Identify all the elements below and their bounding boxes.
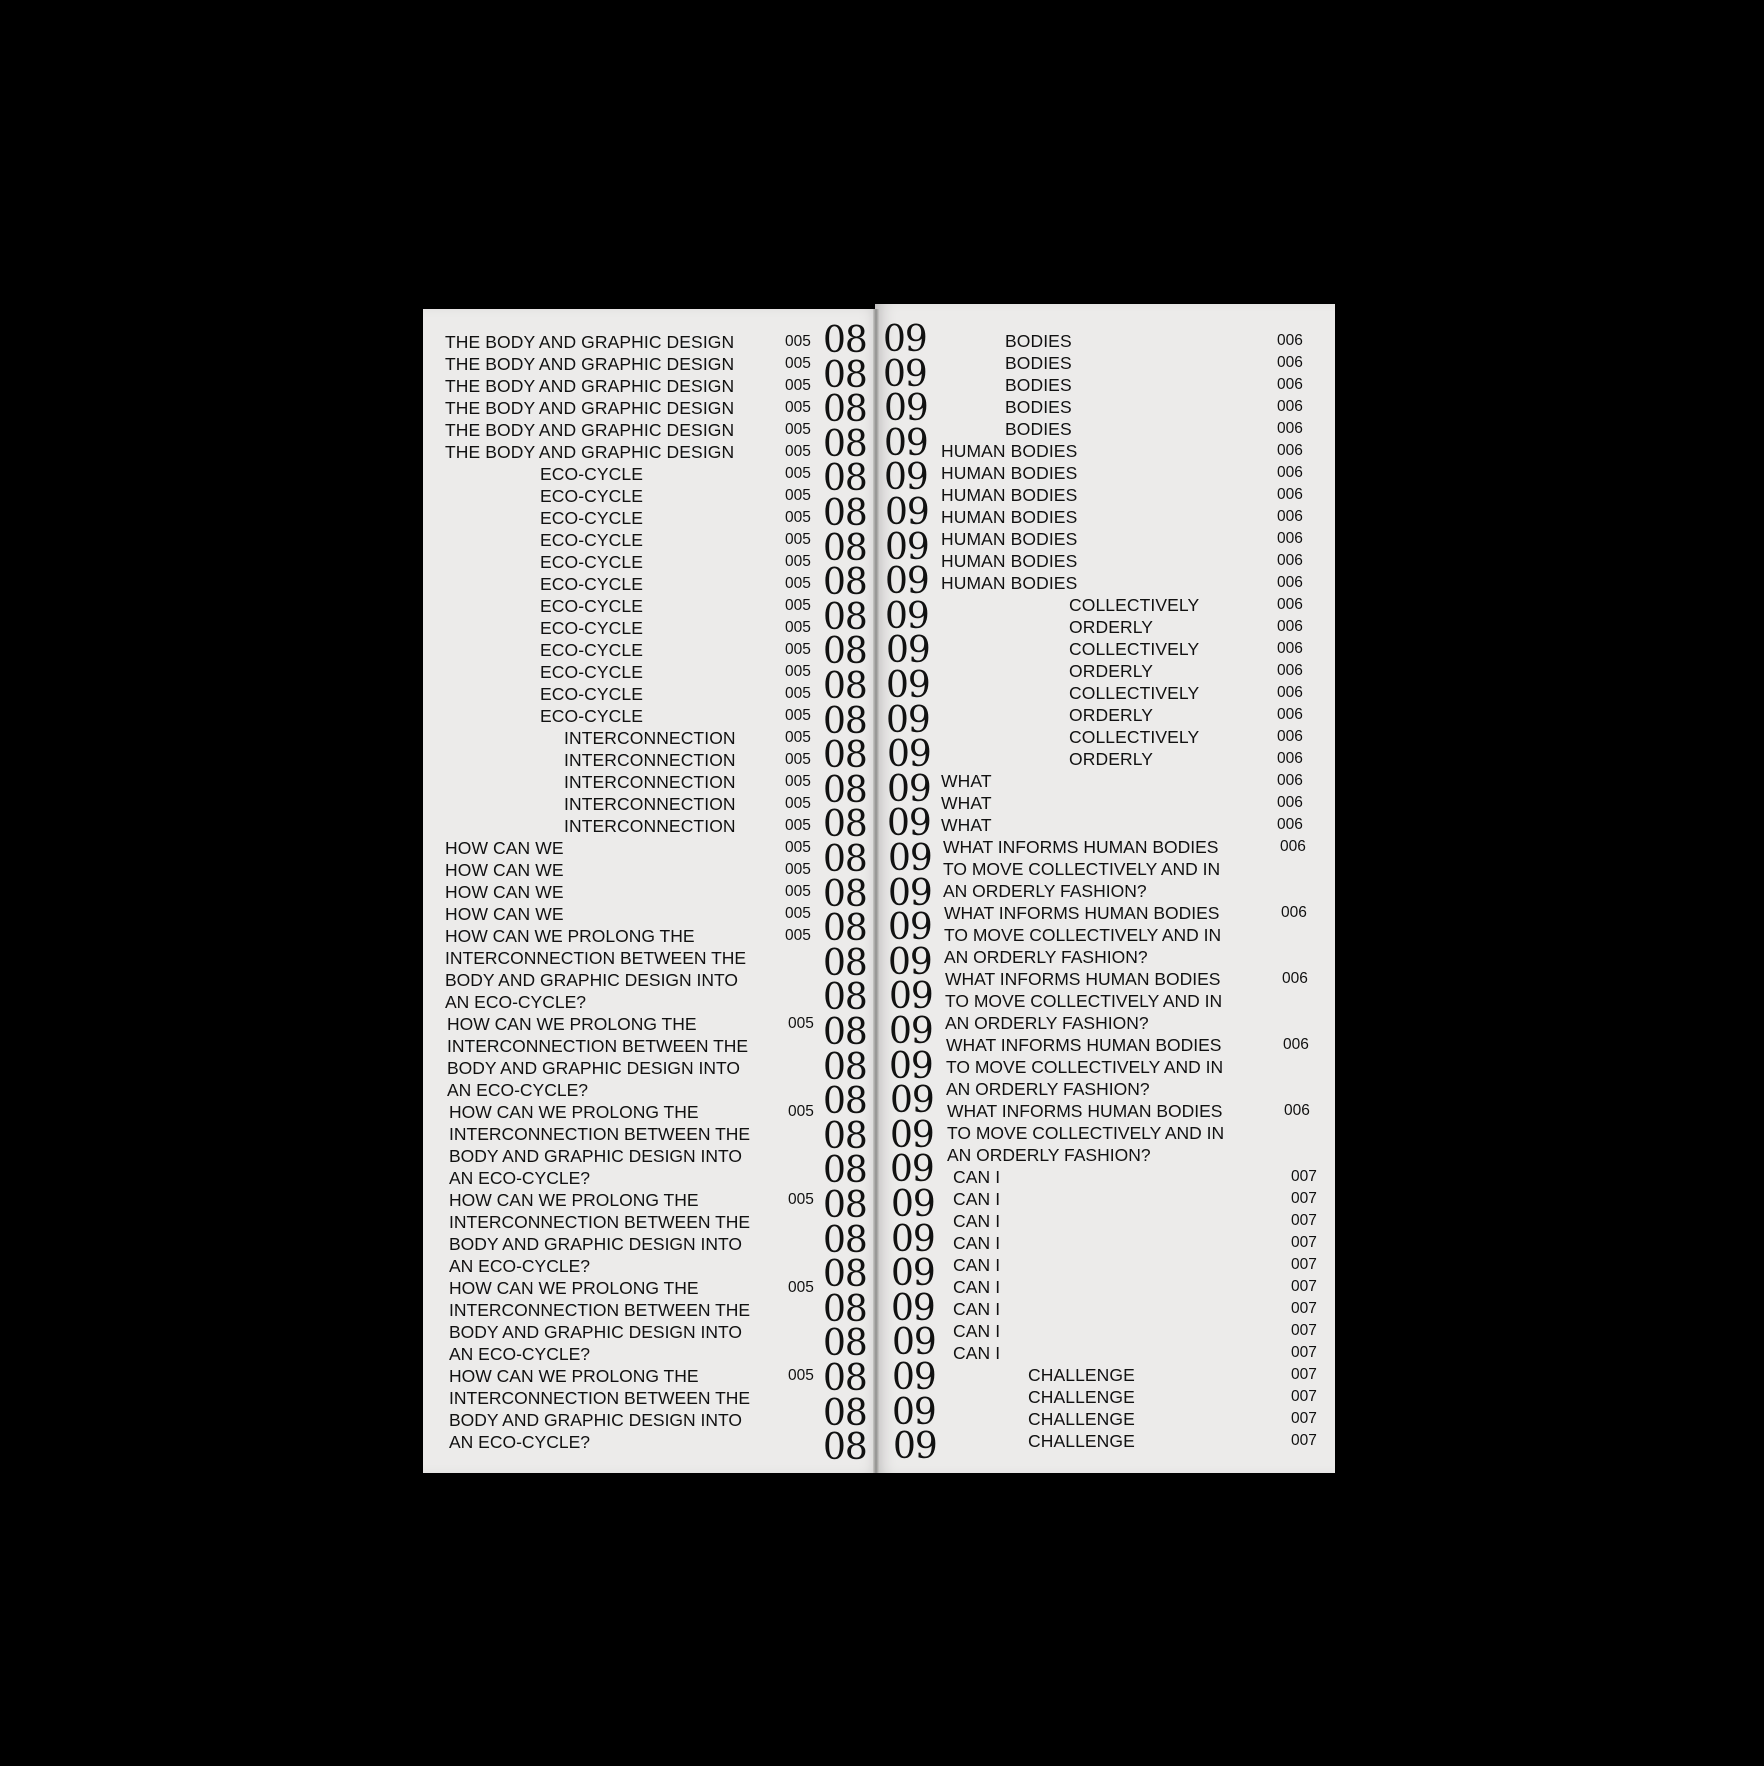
- page-ref: 005: [788, 1191, 814, 1208]
- question-line: BODY AND GRAPHIC DESIGN INTO: [445, 970, 739, 990]
- toc-entry: ECO-CYCLE: [540, 552, 644, 572]
- question-line: INTERCONNECTION BETWEEN THE: [449, 1300, 751, 1320]
- page-ref: 005: [785, 509, 811, 526]
- question-paragraph: [449, 1189, 750, 1277]
- question-paragraph: [944, 902, 1221, 968]
- folio-number: 09: [887, 803, 931, 845]
- folio-number: 09: [890, 1080, 934, 1122]
- folio-number: 08: [823, 1358, 867, 1399]
- toc-entry: ECO-CYCLE: [540, 618, 644, 638]
- folio-number: 08: [823, 1392, 867, 1434]
- page-ref: 005: [785, 795, 811, 812]
- folio-number: 08: [823, 839, 867, 880]
- page-ref: 005: [785, 707, 811, 724]
- page-ref: 006: [1277, 596, 1303, 613]
- folio-number: 08: [823, 1288, 867, 1330]
- page-ref: 005: [785, 443, 811, 460]
- folio-number: 09: [891, 1253, 935, 1295]
- question-line: AN ORDERLY FASHION?: [944, 947, 1148, 967]
- folio-number: 09: [890, 1114, 934, 1156]
- page-ref: 006: [1277, 662, 1303, 679]
- toc-entry: THE BODY AND GRAPHIC DESIGN: [445, 420, 735, 440]
- question-line: HOW CAN WE PROLONG THE: [449, 1278, 699, 1298]
- page-ref: 005: [785, 839, 811, 856]
- folio-number: 09: [884, 422, 928, 464]
- folio-number: 08: [823, 1185, 867, 1226]
- toc-entry: CAN I: [953, 1211, 1001, 1231]
- toc-entry: CAN I: [953, 1255, 1001, 1275]
- question-paragraph: [943, 836, 1220, 902]
- folio-number: 09: [892, 1357, 936, 1398]
- folio-number: 09: [884, 388, 928, 430]
- toc-entry: CAN I: [953, 1299, 1001, 1319]
- folio-number: 09: [885, 492, 929, 533]
- page-ref: 005: [785, 487, 811, 504]
- page-ref: 005: [785, 641, 811, 658]
- toc-entry: HOW CAN WE: [445, 904, 564, 924]
- toc-entry: ECO-CYCLE: [540, 530, 644, 550]
- page-ref: 007: [1291, 1344, 1317, 1361]
- toc-entry: HUMAN BODIES: [941, 463, 1078, 483]
- folio-number: 08: [823, 1046, 867, 1088]
- page-ref: 005: [785, 905, 811, 922]
- page-ref: 005: [788, 1279, 814, 1296]
- toc-entry: CHALLENGE: [1028, 1409, 1135, 1429]
- folio-number: 08: [823, 458, 867, 500]
- question-line: WHAT INFORMS HUMAN BODIES: [944, 903, 1220, 923]
- question-line: HOW CAN WE PROLONG THE: [449, 1102, 699, 1122]
- question-line: AN ORDERLY FASHION?: [945, 1013, 1149, 1033]
- toc-entry: ORDERLY: [1069, 705, 1154, 725]
- question-line: AN ORDERLY FASHION?: [946, 1079, 1150, 1099]
- toc-entry: HUMAN BODIES: [941, 441, 1078, 461]
- question-line: INTERCONNECTION BETWEEN THE: [447, 1036, 749, 1056]
- page-ref: 006: [1277, 376, 1303, 393]
- question-line: TO MOVE COLLECTIVELY AND IN: [944, 925, 1222, 945]
- toc-entry: ORDERLY: [1069, 617, 1154, 637]
- folio-number: 08: [823, 493, 867, 534]
- toc-entry: COLLECTIVELY: [1069, 683, 1200, 703]
- page-ref: 005: [785, 927, 811, 944]
- page-ref: 006: [1277, 640, 1303, 657]
- page-ref: 005: [785, 333, 811, 350]
- question-line: WHAT INFORMS HUMAN BODIES: [945, 969, 1221, 989]
- page-ref: 006: [1277, 398, 1303, 415]
- toc-entry: HUMAN BODIES: [941, 485, 1078, 505]
- question-line: INTERCONNECTION BETWEEN THE: [449, 1212, 751, 1232]
- page-ref: 006: [1282, 970, 1308, 987]
- page-ref: 005: [785, 553, 811, 570]
- folio-number: 09: [888, 941, 932, 983]
- question-line: BODY AND GRAPHIC DESIGN INTO: [449, 1322, 743, 1342]
- page-ref: 005: [785, 685, 811, 702]
- folio-number: 08: [823, 942, 867, 984]
- question-paragraph: [449, 1365, 750, 1453]
- page-ref: 005: [785, 465, 811, 482]
- toc-entry: BODIES: [1005, 419, 1072, 439]
- toc-entry: CAN I: [953, 1189, 1001, 1209]
- folio-number: 09: [889, 1045, 933, 1087]
- page-ref: 005: [785, 751, 811, 768]
- toc-entry: CHALLENGE: [1028, 1431, 1135, 1451]
- page-ref: 007: [1291, 1278, 1317, 1295]
- toc-entry: BODIES: [1005, 375, 1072, 395]
- question-line: AN ECO-CYCLE?: [445, 992, 587, 1012]
- folio-number: 08: [823, 666, 867, 707]
- toc-entry: ECO-CYCLE: [540, 662, 644, 682]
- page-ref: 005: [785, 597, 811, 614]
- page-ref: 006: [1283, 1036, 1309, 1053]
- toc-entry: ECO-CYCLE: [540, 574, 644, 594]
- question-line: HOW CAN WE PROLONG THE: [449, 1190, 699, 1210]
- toc-entry: CAN I: [953, 1167, 1001, 1187]
- folio-number: 08: [823, 1254, 867, 1296]
- page-ref: 007: [1291, 1300, 1317, 1317]
- folio-number: 09: [886, 665, 930, 706]
- folio-number: 08: [823, 631, 867, 673]
- folio-number: 08: [823, 804, 867, 846]
- question-line: BODY AND GRAPHIC DESIGN INTO: [447, 1058, 741, 1078]
- toc-entry: COLLECTIVELY: [1069, 595, 1200, 615]
- question-paragraph: [945, 968, 1222, 1034]
- page-ref: 005: [785, 861, 811, 878]
- folio-number: 09: [890, 1149, 934, 1191]
- folio-number: 09: [891, 1218, 935, 1260]
- toc-entry: CAN I: [953, 1233, 1001, 1253]
- page-ref: 006: [1280, 838, 1306, 855]
- page-ref: 006: [1277, 354, 1303, 371]
- folio-number: 08: [823, 769, 867, 811]
- toc-entry: CHALLENGE: [1028, 1387, 1135, 1407]
- toc-entry: INTERCONNECTION: [564, 728, 736, 748]
- toc-entry: HUMAN BODIES: [941, 529, 1078, 549]
- page-ref: 005: [785, 531, 811, 548]
- page-ref: 007: [1291, 1410, 1317, 1427]
- toc-entry: THE BODY AND GRAPHIC DESIGN: [445, 442, 735, 462]
- question-line: INTERCONNECTION BETWEEN THE: [445, 948, 747, 968]
- question-line: AN ECO-CYCLE?: [449, 1432, 591, 1452]
- toc-entry: HUMAN BODIES: [941, 551, 1078, 571]
- toc-entry: CAN I: [953, 1343, 1001, 1363]
- toc-entry: ECO-CYCLE: [540, 508, 644, 528]
- page-ref: 006: [1277, 750, 1303, 767]
- page-ref: 007: [1291, 1234, 1317, 1251]
- page-ref: 005: [785, 619, 811, 636]
- page-ref: 006: [1277, 508, 1303, 525]
- toc-entry: HOW CAN WE: [445, 838, 564, 858]
- folio-number: 08: [823, 908, 867, 950]
- folio-number: 09: [891, 1184, 935, 1225]
- page-ref: 007: [1291, 1366, 1317, 1383]
- toc-entry: ECO-CYCLE: [540, 596, 644, 616]
- toc-entry: THE BODY AND GRAPHIC DESIGN: [445, 398, 735, 418]
- toc-entry: INTERCONNECTION: [564, 750, 736, 770]
- folio-number: 08: [823, 1081, 867, 1123]
- question-paragraph: [447, 1013, 748, 1101]
- folio-number: 08: [823, 1012, 867, 1053]
- toc-entry: ECO-CYCLE: [540, 684, 644, 704]
- folio-number: 09: [886, 630, 930, 672]
- folio-number: 09: [885, 595, 929, 637]
- question-line: BODY AND GRAPHIC DESIGN INTO: [449, 1410, 743, 1430]
- toc-entry: THE BODY AND GRAPHIC DESIGN: [445, 354, 735, 374]
- page-ref: 006: [1277, 618, 1303, 635]
- folio-number: 09: [888, 838, 932, 879]
- folio-number: 09: [885, 526, 929, 568]
- page-ref: 007: [1291, 1168, 1317, 1185]
- page-ref: 005: [785, 817, 811, 834]
- page-ref: 005: [785, 773, 811, 790]
- question-line: WHAT INFORMS HUMAN BODIES: [946, 1035, 1222, 1055]
- folio-number: 09: [883, 353, 927, 395]
- page-ref: 007: [1291, 1256, 1317, 1273]
- toc-entry: HOW CAN WE: [445, 882, 564, 902]
- folio-number: 09: [889, 1011, 933, 1052]
- folio-number: 09: [887, 768, 931, 810]
- page-ref: 006: [1277, 486, 1303, 503]
- folio-number: 08: [823, 389, 867, 431]
- question-line: TO MOVE COLLECTIVELY AND IN: [946, 1057, 1224, 1077]
- folio-number: 08: [823, 735, 867, 777]
- folio-number: 09: [888, 872, 932, 914]
- question-line: AN ECO-CYCLE?: [449, 1344, 591, 1364]
- folio-number: 08: [823, 1427, 867, 1469]
- toc-entry: THE BODY AND GRAPHIC DESIGN: [445, 332, 735, 352]
- folio-number: 08: [823, 1115, 867, 1157]
- folio-number: 09: [884, 457, 928, 499]
- left-page: [423, 309, 883, 1473]
- right-page: [875, 304, 1335, 1473]
- toc-entry: ORDERLY: [1069, 749, 1154, 769]
- question-line: INTERCONNECTION BETWEEN THE: [449, 1388, 751, 1408]
- toc-entry: BODIES: [1005, 397, 1072, 417]
- folio-number: 08: [823, 700, 867, 742]
- question-line: HOW CAN WE PROLONG THE: [447, 1014, 697, 1034]
- folio-number: 09: [883, 319, 927, 360]
- question-line: BODY AND GRAPHIC DESIGN INTO: [449, 1146, 743, 1166]
- page-ref: 006: [1277, 706, 1303, 723]
- toc-entry: BODIES: [1005, 353, 1072, 373]
- page-ref: 005: [785, 575, 811, 592]
- folio-number: 09: [885, 561, 929, 603]
- folio-number: 09: [887, 734, 931, 776]
- toc-entry: ECO-CYCLE: [540, 464, 644, 484]
- page-ref: 006: [1277, 332, 1303, 349]
- toc-entry: ECO-CYCLE: [540, 706, 644, 726]
- page-ref: 006: [1277, 816, 1303, 833]
- question-line: HOW CAN WE PROLONG THE: [445, 926, 695, 946]
- question-paragraph: [445, 925, 746, 1013]
- page-ref: 006: [1277, 420, 1303, 437]
- question-paragraph: [947, 1100, 1224, 1166]
- toc-entry: INTERCONNECTION: [564, 772, 736, 792]
- toc-entry: HUMAN BODIES: [941, 507, 1078, 527]
- page-ref: 006: [1277, 794, 1303, 811]
- folio-number: 08: [823, 527, 867, 569]
- page-ref: 006: [1277, 442, 1303, 459]
- question-line: INTERCONNECTION BETWEEN THE: [449, 1124, 751, 1144]
- page-ref: 007: [1291, 1322, 1317, 1339]
- toc-entry: COLLECTIVELY: [1069, 727, 1200, 747]
- question-line: TO MOVE COLLECTIVELY AND IN: [943, 859, 1221, 879]
- page-ref: 005: [785, 355, 811, 372]
- folio-number: 09: [892, 1391, 936, 1433]
- page-ref: 005: [788, 1103, 814, 1120]
- question-line: AN ORDERLY FASHION?: [943, 881, 1147, 901]
- toc-entry: CAN I: [953, 1321, 1001, 1341]
- toc-entry: HOW CAN WE: [445, 860, 564, 880]
- question-line: AN ECO-CYCLE?: [447, 1080, 589, 1100]
- folio-number: 09: [889, 976, 933, 1018]
- folio-number: 08: [823, 1150, 867, 1192]
- folio-number: 08: [823, 423, 867, 465]
- folio-number: 09: [886, 699, 930, 741]
- folio-number: 09: [888, 907, 932, 949]
- page-ref: 007: [1291, 1190, 1317, 1207]
- question-line: HOW CAN WE PROLONG THE: [449, 1366, 699, 1386]
- toc-entry: INTERCONNECTION: [564, 816, 736, 836]
- toc-entry: CHALLENGE: [1028, 1365, 1135, 1385]
- folio-number: 08: [823, 354, 867, 396]
- page-ref: 006: [1277, 552, 1303, 569]
- question-line: BODY AND GRAPHIC DESIGN INTO: [449, 1234, 743, 1254]
- page-ref: 006: [1277, 684, 1303, 701]
- right-page-text: [875, 304, 1335, 1473]
- page-ref: 005: [785, 729, 811, 746]
- page-ref: 007: [1291, 1212, 1317, 1229]
- toc-entry: ECO-CYCLE: [540, 640, 644, 660]
- question-line: WHAT INFORMS HUMAN BODIES: [943, 837, 1219, 857]
- page-ref: 006: [1284, 1102, 1310, 1119]
- page-ref: 005: [788, 1015, 814, 1032]
- toc-entry: ECO-CYCLE: [540, 486, 644, 506]
- page-ref: 005: [788, 1367, 814, 1384]
- question-paragraph: [449, 1277, 750, 1365]
- question-paragraph: [449, 1101, 750, 1189]
- toc-entry: ORDERLY: [1069, 661, 1154, 681]
- page-ref: 007: [1291, 1388, 1317, 1405]
- folio-number: 08: [823, 1323, 867, 1365]
- toc-entry: CAN I: [953, 1277, 1001, 1297]
- page-ref: 006: [1281, 904, 1307, 921]
- page-ref: 007: [1291, 1432, 1317, 1449]
- toc-entry: COLLECTIVELY: [1069, 639, 1200, 659]
- toc-entry: THE BODY AND GRAPHIC DESIGN: [445, 376, 735, 396]
- question-line: WHAT INFORMS HUMAN BODIES: [947, 1101, 1223, 1121]
- folio-number: 08: [823, 873, 867, 915]
- folio-number: 08: [823, 977, 867, 1019]
- left-page-text: [423, 309, 883, 1473]
- page-ref: 006: [1277, 574, 1303, 591]
- question-line: AN ECO-CYCLE?: [449, 1256, 591, 1276]
- page-ref: 005: [785, 377, 811, 394]
- page-ref: 005: [785, 399, 811, 416]
- page-ref: 006: [1277, 530, 1303, 547]
- book-gutter: [873, 309, 879, 1473]
- toc-entry: WHAT: [941, 793, 992, 813]
- page-ref: 005: [785, 663, 811, 680]
- page-ref: 006: [1277, 464, 1303, 481]
- folio-number: 08: [823, 562, 867, 604]
- question-line: AN ORDERLY FASHION?: [947, 1145, 1151, 1165]
- page-ref: 006: [1277, 728, 1303, 745]
- toc-entry: INTERCONNECTION: [564, 794, 736, 814]
- question-line: TO MOVE COLLECTIVELY AND IN: [945, 991, 1223, 1011]
- folio-number: 08: [823, 1219, 867, 1261]
- question-line: AN ECO-CYCLE?: [449, 1168, 591, 1188]
- folio-number: 09: [893, 1426, 937, 1468]
- toc-entry: WHAT: [941, 771, 992, 791]
- folio-number: 08: [823, 320, 867, 361]
- toc-entry: HUMAN BODIES: [941, 573, 1078, 593]
- page-ref: 006: [1277, 772, 1303, 789]
- folio-number: 09: [892, 1322, 936, 1364]
- folio-number: 08: [823, 596, 867, 638]
- folio-number: 09: [891, 1287, 935, 1329]
- page-ref: 005: [785, 883, 811, 900]
- page-ref: 005: [785, 421, 811, 438]
- toc-entry: WHAT: [941, 815, 992, 835]
- question-paragraph: [946, 1034, 1223, 1100]
- toc-entry: BODIES: [1005, 331, 1072, 351]
- question-line: TO MOVE COLLECTIVELY AND IN: [947, 1123, 1225, 1143]
